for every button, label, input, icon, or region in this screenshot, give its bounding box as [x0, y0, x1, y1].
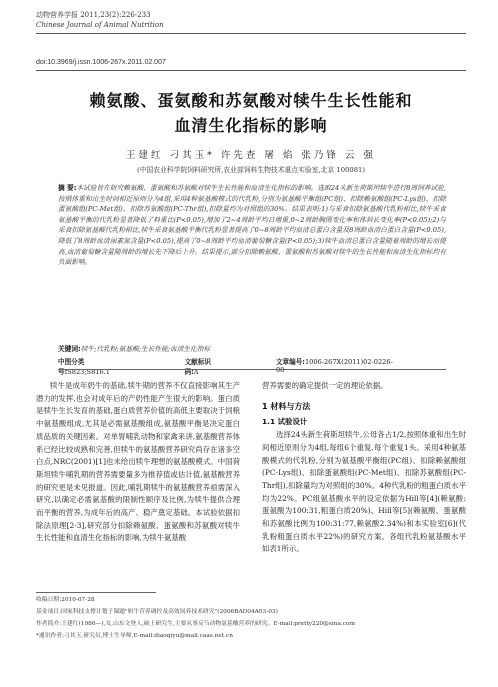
classification-line [58, 356, 446, 376]
abstract-text: 本试验旨在研究赖氨酸、蛋氨酸和苏氨酸对犊牛生长性能和血清生化指标的影响。选取24头新生荷斯坦犊牛进行8周饲养试验,按照体重和出生时间相近原则分为4组,采用4种氨基酸模式的代乳粉,分别为氨基酸平衡组(PC组)、扣除赖氨酸组(PC-Lys组)、扣除蛋氨酸组(PC-Met组)、扣除苏氨酸组(PC-Thr组),扣除量均为对照组的30%。结果表明:1)与采食扣除氨基酸代乳粉相比,犊牛采食氨基酸平衡的代乳粉显著降低了料重比(P<0.05),增加了2~4周龄平均日增重,0~2周龄胸围变化率和体斜长变化率(P<0.05);2)与采食扣除氨基酸代乳粉相比,犊牛采食氨基酸平衡代乳粉显著提高了0~8周龄平均血清总蛋白含量及8周龄血清白蛋白含量(P<0.05),降低了8周龄血清尿素氮含量(P<0.05),提高了0~8周龄平均血清葡萄糖含量(P<0.05);3)犊牛血清总蛋白含量随着周龄的增长而提高,血清葡萄糖含量随周龄的增长先下降后上升。结果提示,部分扣除赖氨酸、蛋氨酸和苏氨酸对犊牛的生长性能和血清生化指标均有负面影响。 [58, 184, 446, 267]
intro-paragraph: 犊牛是成年奶牛的基础,犊牛期的营养不仅直接影响其生产潜力的发挥,也会对成年后的产奶性能产生很大的影响。蛋白质是犊牛生长发育的基础,蛋白质营养价值的高低主要取决于饲粮中氨基酸组成,尤其是必需氨基酸组成,氨基酸平衡是决定蛋白质品质的关键因素。对单胃哺乳动物和家禽来讲,氨基酸营养体系已经比较成熟和完善,但犊牛的氨基酸营养研究尚存在诸多空白点,NRC(2001)[1]也未给出犊牛理想的氨基酸模式。中国荷斯坦犊牛哺乳期的营养需要量多为推荐值或估计值,氨基酸营养的研究更是未见报道。因此,哺乳期犊牛的氨基酸营养亟需深入研究,以确定必需氨基酸的限制性顺序及比例,为犊牛提供合理而平衡的营养,为成年后的高产、稳产奠定基础。本试验依据扣除法原理[2-3],研究部分扣除赖氨酸、蛋氨酸和苏氨酸对犊牛生长性能和血清生化指标的影响,为犊牛氨基酸 [36, 381, 240, 543]
title-line-2: 血清生化指标的影响 [174, 116, 328, 135]
section-heading: 1 材料与方法 [262, 401, 311, 411]
article-number-value: 1006-267X(2011)02-0226-08 [275, 358, 393, 374]
design-paragraph: 选择24头新生荷斯坦犊牛,公母各占1/2,按照体重和出生时间相近原则分为4组,每组6个重复,每个重复1头。采用4种氨基酸模式的代乳粉,分别为氨基酸平衡组(PC组)、扣除赖氨酸组(PC-Lys组)、扣除蛋氨酸组(PC-Met组)、扣除苏氨酸组(PC-Thr组),扣除量均为对照组的30%。4种代乳粉的粗蛋白质水平均为22%。PC组氨基酸水平的设定依据为Hill等[4](赖氨酸:蛋氨酸为100:31,粗蛋白质20%)、Hill等[5](赖氨酸、蛋氨酸和苏氨酸比例为100:31:77,赖氨酸2.34%)和本实验室[6](代乳粉粗蛋白质水平22%)的研究方案。各组代乳粉氨基酸水平如表1所示。 [262, 430, 466, 554]
journal-name-en: Chinese Journal of Animal Nutrition [36, 21, 164, 29]
article-number [276, 356, 418, 376]
affiliation: (中国农业科学院饲料研究所,农业部饲料生物技术重点实验室,北京 100081) [136, 166, 366, 174]
doi: doi:10.3969/j.issn.1006-267x.2011.02.007 [36, 59, 166, 66]
right-column [262, 380, 466, 556]
doc-code-value: A [193, 368, 199, 376]
keywords-label: 关键词: [58, 345, 81, 353]
header-rule [36, 33, 466, 34]
abstract [58, 183, 446, 268]
subsection-heading: 1.1 试验设计 [262, 417, 308, 427]
doi-rule [36, 70, 466, 71]
left-column [36, 380, 240, 545]
clc [58, 356, 157, 376]
abstract-label: 摘 要: [58, 184, 77, 192]
keywords-text: 犊牛;代乳粉;氨基酸;生长性能;血清生化指标 [80, 345, 211, 353]
footnote-fund: 基金项目:国家科技支撑计划子课题"奶牛营养调控及高效饲养技术研究"(2006BAD04A03-03) [36, 609, 278, 615]
intro-continuation: 营养需要的确定提供一定的理论依据。 [262, 381, 388, 390]
footnote-corresponding: *通讯作者:刁其玉,研究员,博士生导师,E-mail:diaoqiyu@mail.caas.net.cn [36, 633, 233, 639]
article-number-label: 文章编号: [275, 358, 305, 366]
journal-name-cn: 动物营养学报 2011,23(2):226-233 [36, 11, 151, 19]
clc-value: S823;S816.1 [67, 368, 110, 376]
doc-code [185, 356, 248, 376]
clc-label: 中图分类号: [58, 358, 85, 376]
keywords [58, 343, 446, 353]
journal-header [36, 10, 164, 30]
footnote-author: 作者简介:王建红(1986—),女,山东文登人,硕士研究生,主要从事反刍动物氨基酸营养的研究。E-mail:pretty220@sina.com [36, 621, 356, 627]
doc-code-label: 文献标识码: [184, 358, 211, 376]
authors: 王建红 刁其玉* 许先查 屠 焰 张乃锋 云 强 [126, 150, 376, 161]
footnote-rule [36, 592, 156, 593]
footnote-received: 收稿日期:2010-07-28 [36, 597, 95, 603]
title-line-1: 赖氨酸、蛋氨酸和苏氨酸对犊牛生长性能和 [89, 91, 413, 110]
classification-rule [58, 369, 446, 370]
